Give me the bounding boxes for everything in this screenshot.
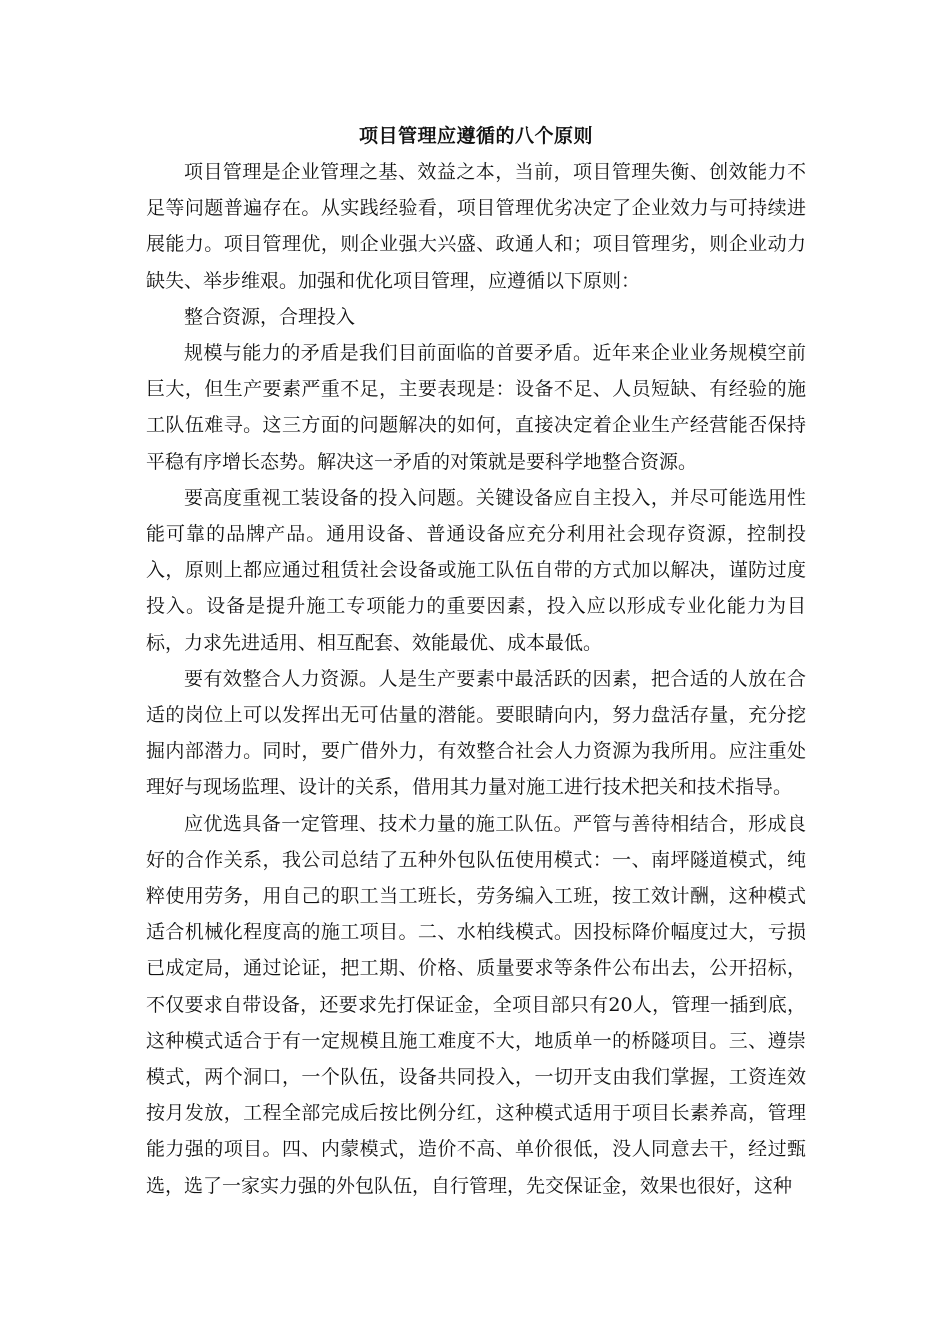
section-heading: 整合资源，合理投入 (184, 305, 356, 328)
paragraph-scale-capacity: 规模与能力的矛盾是我们目前面临的首要矛盾。近年来企业业务规模空前巨大，但生产要素严重不足，主要表现是：设备不足、人员短缺、有经验的施工队伍难寻。这三方面的问题解决的如何，直接决定着企业生产经营能否保持平稳有序增长态势。解决这一矛盾的对策就是要科学地整合资源。 (146, 342, 806, 473)
document-title: 项目管理应遵循的八个原则 (358, 125, 593, 147)
paragraph-intro: 项目管理是企业管理之基、效益之本，当前，项目管理失衡、创效能力不足等问题普遍存在。从实践经验看，项目管理优劣决定了企业效力与可持续进展能力。项目管理优，则企业强大兴盛、政通人和；项目管理劣，则企业动力缺失、举步维艰。加强和优化项目管理，应遵循以下原则： (146, 161, 806, 292)
document-page (146, 118, 806, 1204)
paragraph-construction-teams: 应优选具备一定管理、技术力量的施工队伍。严管与善待相结合，形成良好的合作关系，我公司总结了五种外包队伍使用模式：一、南坪隧道模式，纯粹使用劳务，用自己的职工当工班长，劳务编入工班，按工效计酬，这种模式适合机械化程度高的施工项目。二、水柏线模式。因投标降价幅度过大，亏损已成定局，通过论证，把工期、价格、质量要求等条件公布出去，公开招标，不仅要求自带设备，还要求先打保证金，全项目部只有20人，管理一插到底，这种模式适合于有一定规模且施工难度不大，地质单一的桥隧项目。三、遵崇模式，两个洞口，一个队伍，设备共同投入，一切开支由我们掌握，工资连效按月发放，工程全部完成后按比例分红，这种模式适用于项目长素养高，管理能力强的项目。四、内蒙模式，造价不高、单价很低，没人同意去干，经过甄选，选了一家实力强的外包队伍，自行管理，先交保证金，效果也很好，这种 (146, 812, 806, 1197)
paragraph-human-resources: 要有效整合人力资源。人是生产要素中最活跃的因素，把合适的人放在合适的岗位上可以发挥出无可估量的潜能。要眼睛向内，努力盘活存量，充分挖掘内部潜力。同时，要广借外力，有效整合社会人力资源为我所用。应注重处理好与现场监理、设计的关系，借用其力量对施工进行技术把关和技术指导。 (146, 667, 806, 799)
paragraph-equipment: 要高度重视工装设备的投入问题。关键设备应自主投入，并尽可能选用性能可靠的品牌产品。通用设备、普通设备应充分利用社会现存资源，控制投入，原则上都应通过租赁社会设备或施工队伍自带的方式加以解决，谨防过度投入。设备是提升施工专项能力的重要因素，投入应以形成专业化能力为目标，力求先进适用、相互配套、效能最优、成本最低。 (146, 486, 806, 654)
